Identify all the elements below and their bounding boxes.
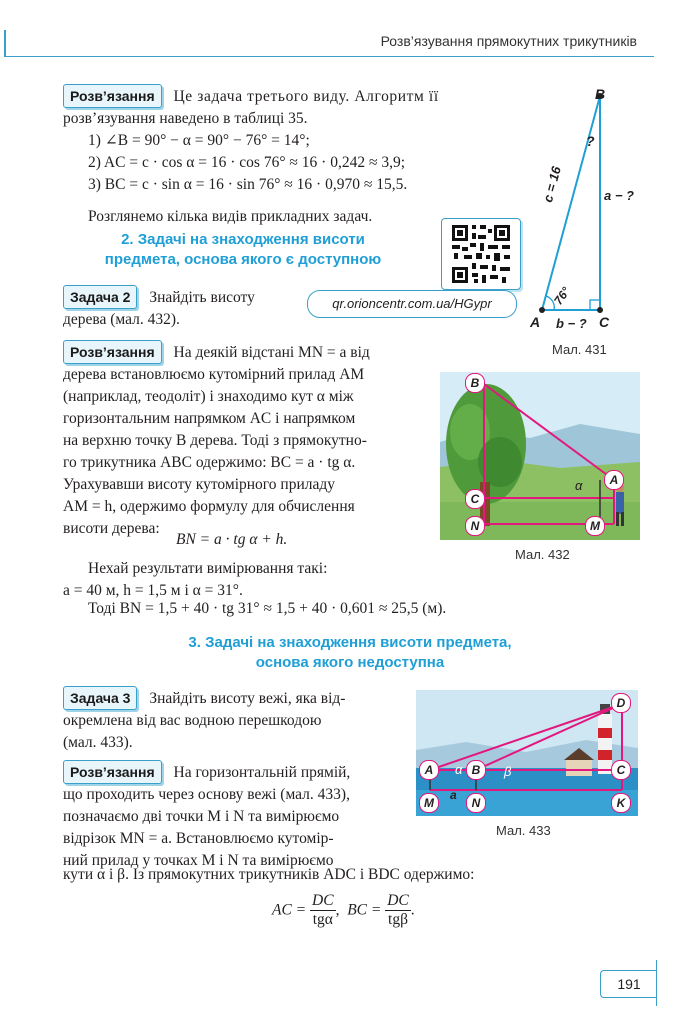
solution3-label: Розв’язання <box>63 760 162 784</box>
solution2-line4: горизонтальним напрямком AC і напрямком <box>63 410 356 427</box>
solution1-step3: 3) BC = c · sin α = 16 · sin 76° ≈ 16 · 0,970 ≈ 15,5. <box>88 176 408 193</box>
solution3-block <box>63 760 395 872</box>
formula1-lhs: AC = <box>272 901 307 919</box>
qr-code-icon <box>442 219 520 289</box>
solution3-line2: що проходить через основу вежі (мал. 433), <box>63 786 350 803</box>
solution2-formula: BN = a · tg α + h. <box>176 531 288 548</box>
formula1-num: DC <box>312 892 334 909</box>
fig431-caption: Мал. 431 <box>552 342 607 357</box>
solution2-block <box>63 340 425 540</box>
task2-text-1: Знайдіть висоту <box>149 289 255 306</box>
figure-432 <box>440 372 640 540</box>
solution1-label: Розв’язання <box>63 84 162 108</box>
fig433-caption: Мал. 433 <box>496 823 551 838</box>
solution1-outro: Розглянемо кілька видів прикладних задач. <box>88 208 373 225</box>
fig433-label-A: A <box>419 760 439 780</box>
section3-line2: основа якого недоступна <box>255 654 445 671</box>
solution2-line9: висоти дерева: <box>63 520 160 537</box>
solution1-block <box>63 84 513 228</box>
fig431-leg-b: b − ? <box>556 316 587 331</box>
fig432-caption: Мал. 432 <box>515 547 570 562</box>
solution2-label: Розв’язання <box>63 340 162 364</box>
fig433-label-N: N <box>466 793 486 813</box>
fig432-label-N: N <box>465 516 485 536</box>
tower <box>598 714 612 774</box>
fig431-label-C: C <box>599 314 610 330</box>
formula2-lhs: BC = <box>347 901 382 919</box>
solution2-line8: AM = h, одержимо формулу для обчислення <box>63 498 355 515</box>
page-number-text: 191 <box>617 976 641 992</box>
fig433-label-C: C <box>611 760 631 780</box>
fig433-label-D: D <box>611 693 631 713</box>
qr-url-text: qr.orioncentr.com.ua/HGypr <box>332 296 492 311</box>
formula1-fraction <box>310 892 336 929</box>
qr-code[interactable] <box>441 218 521 290</box>
page-right-bracket <box>656 960 657 1006</box>
page-title: Розв’язування прямокутних трикутників <box>380 33 637 49</box>
page-number <box>600 970 657 998</box>
solution3-formulas: AC = $\frac{DC}{\text{tgα}}$ , BC = $\frac{DC}{\text{tgβ}}$ . <box>272 892 415 928</box>
task3-line3: (мал. 433). <box>63 734 133 751</box>
fig433-label-K: K <box>611 793 631 813</box>
fig431-hyp: c = 16 <box>540 164 564 204</box>
fig431-angle: 76° <box>551 284 574 308</box>
fig433-label-B: B <box>466 760 486 780</box>
solution1-step2: 2) AC = c · cos α = 16 · cos 76° ≈ 16 · 0,242 ≈ 3,9; <box>88 154 406 171</box>
fig432-label-B: B <box>465 373 485 393</box>
solution2-meas-1: Нехай результати вимірювання такі: <box>88 560 328 577</box>
figure-431 <box>520 84 640 339</box>
solution3-line4: відрізок MN = a. Встановлюємо кутомір- <box>63 830 334 847</box>
fig433-beta: β <box>504 764 512 779</box>
header-bar <box>0 28 695 58</box>
header-left-bracket <box>0 30 6 56</box>
solution2-line7: Урахувавши висоту кутомірного приладу <box>63 476 335 493</box>
fig432-label-M: M <box>585 516 605 536</box>
fig433-alpha: α <box>455 762 463 777</box>
task3-line2: окремлена від вас водною перешкодою <box>63 712 322 729</box>
task3-label: Задача 3 <box>63 686 137 710</box>
section3-line1: 3. Задачі на знаходження висоти предмета, <box>188 634 512 651</box>
fig431-label-A: A <box>530 314 541 330</box>
solution3-line1: На горизонтальній прямій, <box>173 764 351 781</box>
solution2-line2: дерева встановлюємо кутомірний прилад AM <box>63 366 365 383</box>
task3-block <box>63 686 395 754</box>
section2-heading <box>78 230 408 270</box>
fig431-label-B: B <box>595 86 606 102</box>
solution1-step1: 1) ∠B = 90° − α = 90° − 76° = 14°; <box>88 132 310 149</box>
section2-line2: предмета, основа якого є доступною <box>104 251 382 268</box>
header-underline <box>4 56 654 57</box>
task3-line1: Знайдіть висоту вежі, яка від- <box>149 690 346 707</box>
formula2-den: tgβ <box>388 911 408 928</box>
qr-url-link[interactable] <box>307 290 517 318</box>
solution1-intro-1: Це задача третього виду. Алгоритм її <box>173 88 439 105</box>
formula2-fraction <box>385 892 411 929</box>
section3-heading <box>140 633 560 673</box>
solution2-meas-2: a = 40 м, h = 1,5 м і α = 31°. <box>63 582 243 599</box>
task2-block <box>63 285 303 331</box>
formula1-den: tgα <box>312 911 333 928</box>
fig433-a: a <box>450 788 457 802</box>
task2-label: Задача 2 <box>63 285 137 309</box>
solution2-line1: На деякій відстані MN = a від <box>173 344 370 361</box>
solution2-result: Тоді BN = 1,5 + 40 · tg 31° ≈ 1,5 + 40 · 0,601 ≈ 25,5 (м). <box>88 600 447 617</box>
fig431-question: ? <box>586 133 595 149</box>
formula2-num: DC <box>387 892 409 909</box>
task2-text-2: дерева (мал. 432). <box>63 311 180 328</box>
fig431-leg-a: a − ? <box>604 188 634 203</box>
fig432-label-C: C <box>465 489 485 509</box>
fig433-label-M: M <box>419 793 439 813</box>
solution2-line3: (наприклад, теодоліт) і знаходимо кут α між <box>63 388 354 405</box>
section2-line1: 2. Задачі на знаходження висоти <box>121 231 365 248</box>
solution3-line5: ний прилад у точках M і N та вимірюємо <box>63 852 334 869</box>
solution3-line3: позначаємо дві точки M і N та вимірюємо <box>63 808 340 825</box>
fig432-label-A: A <box>604 470 624 490</box>
solution2-line5: на верхню точку B дерева. Тоді з прямокутно- <box>63 432 367 449</box>
solution3-line6: кути α і β. Із прямокутних трикутників ADC і BDC одержимо: <box>63 866 475 883</box>
fig432-alpha: α <box>575 478 583 493</box>
solution1-intro-2: розв’язування наведено в таблиці 35. <box>63 110 308 127</box>
solution2-line6: го трикутника ABC одержимо: BC = a · tg α. <box>63 454 356 471</box>
